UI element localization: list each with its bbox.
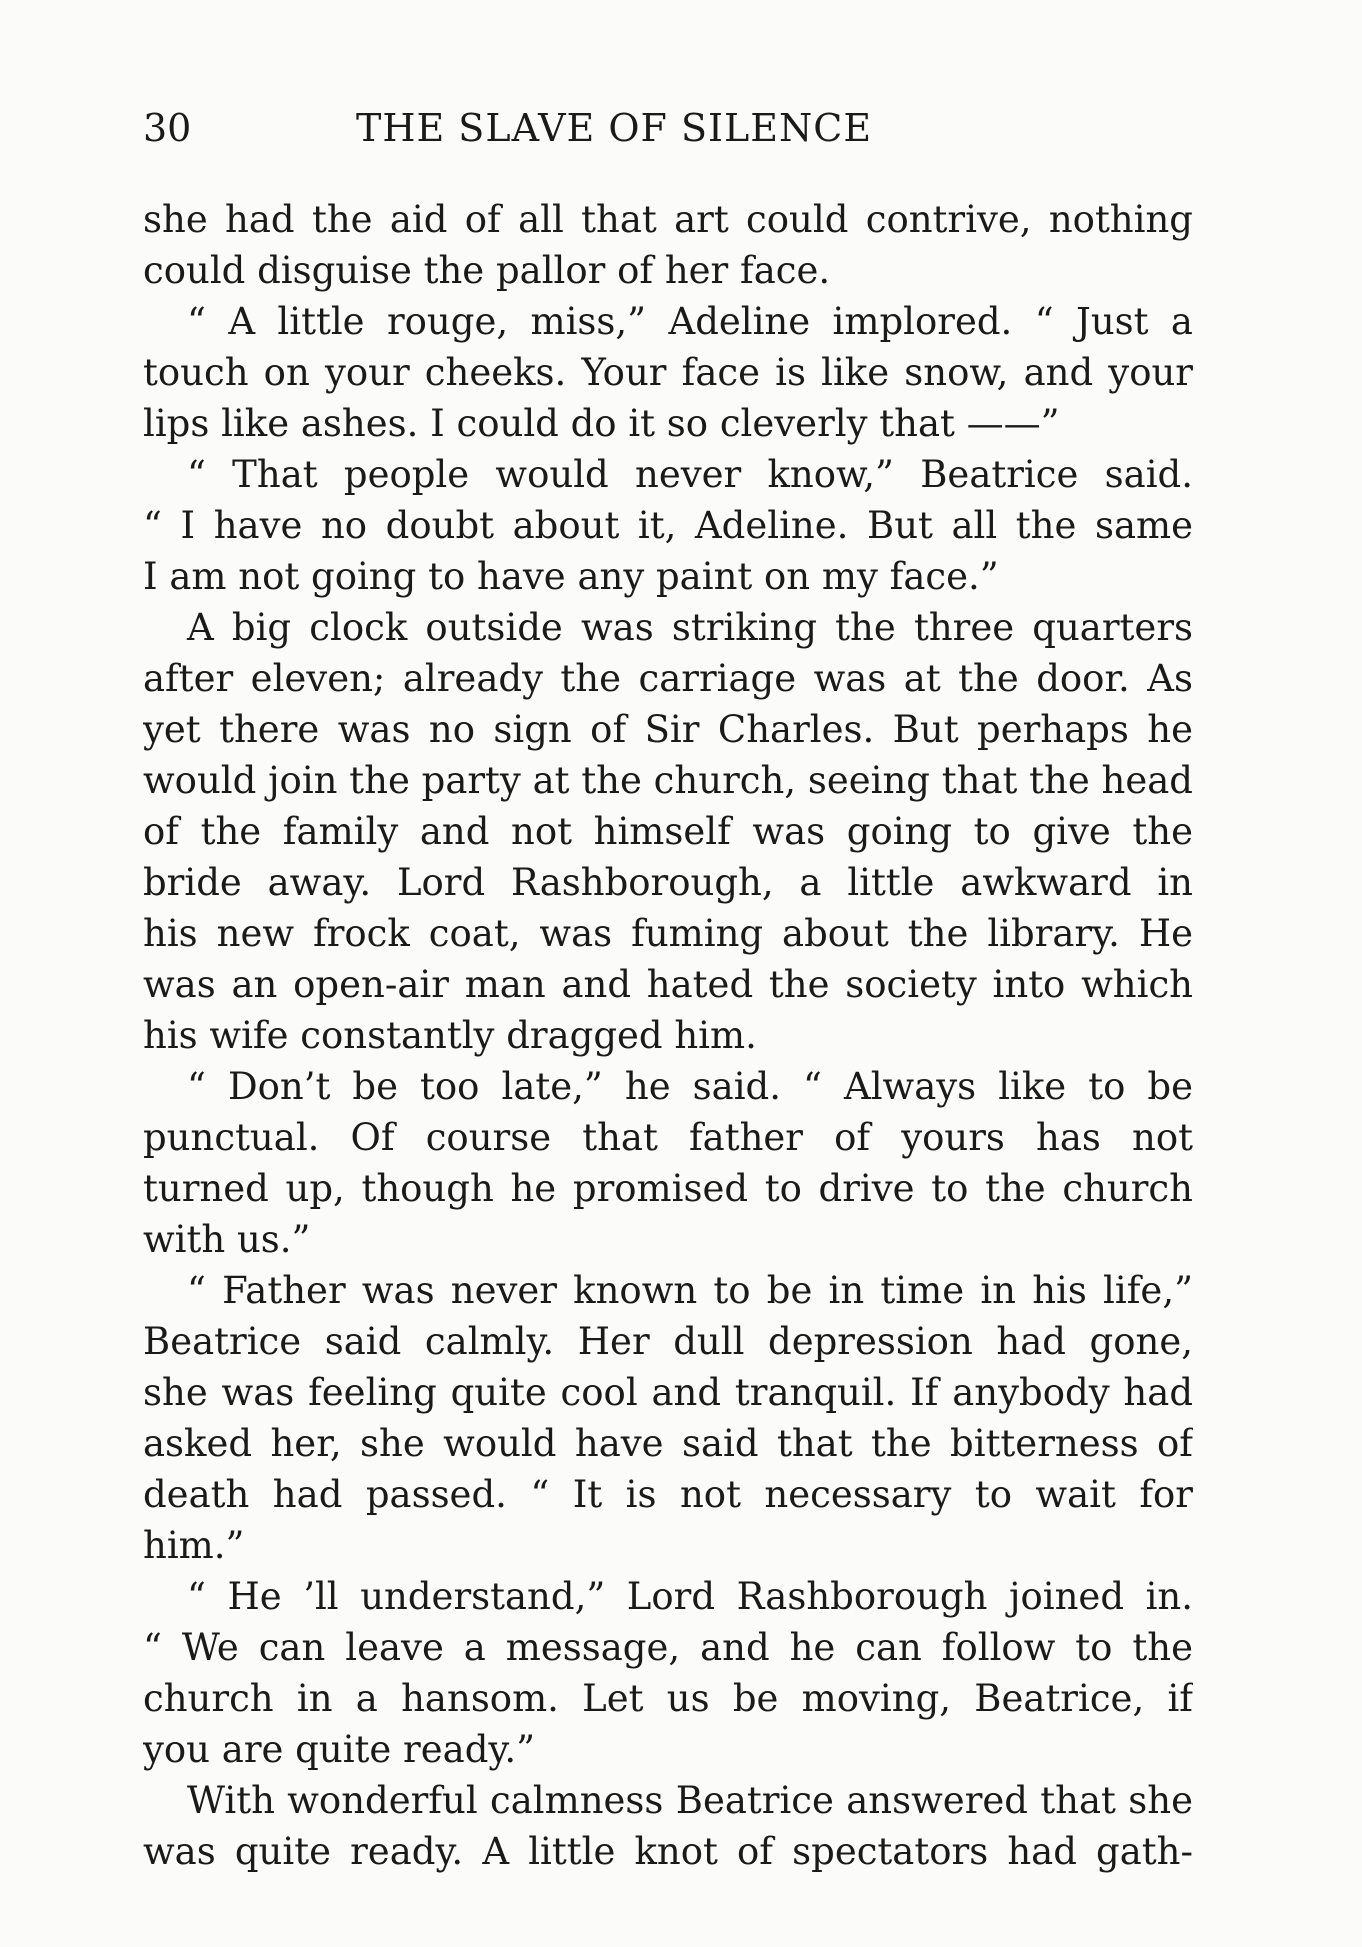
text-line: touch on your cheeks. Your face is like snow, and your xyxy=(143,351,1193,394)
text-line: his wife constantly dragged him. xyxy=(143,1014,757,1057)
text-line: “ We can leave a message, and he can follow to the xyxy=(143,1626,1193,1669)
text-line: you are quite ready.” xyxy=(143,1728,536,1771)
text-line: “ A little rouge, miss,” Adeline implored. “ Just a xyxy=(187,300,1193,343)
text-line: asked her, she would have said that the bitterness of xyxy=(143,1422,1193,1465)
text-line: “ Don’t be too late,” he said. “ Always like to be xyxy=(187,1065,1193,1108)
text-line: death had passed. “ It is not necessary to wait for xyxy=(143,1473,1193,1516)
text-line: was quite ready. A little knot of spectators had gath- xyxy=(143,1830,1193,1873)
text-line: “ Father was never known to be in time in his life,” xyxy=(187,1269,1193,1312)
text-line: with us.” xyxy=(143,1218,311,1261)
text-line: was an open-air man and hated the society into which xyxy=(143,963,1193,1006)
text-line: would join the party at the church, seeing that the head xyxy=(143,759,1193,802)
text-line: could disguise the pallor of her face. xyxy=(143,249,831,292)
text-line: him.” xyxy=(143,1524,245,1567)
text-line: she had the aid of all that art could contrive, nothing xyxy=(143,198,1193,241)
body-text xyxy=(143,194,1193,1877)
text-line: bride away. Lord Rashborough, a little awkward in xyxy=(143,861,1193,904)
text-line: after eleven; already the carriage was at the door. As xyxy=(143,657,1193,700)
text-line: “ I have no doubt about it, Adeline. But all the same xyxy=(143,504,1193,547)
text-line: his new frock coat, was fuming about the library. He xyxy=(143,912,1193,955)
text-line: With wonderful calmness Beatrice answered that she xyxy=(187,1779,1193,1822)
running-title: THE SLAVE OF SILENCE xyxy=(356,106,873,150)
text-line: punctual. Of course that father of yours has not xyxy=(143,1116,1193,1159)
text-line: yet there was no sign of Sir Charles. But perhaps he xyxy=(143,708,1193,751)
text-line: Beatrice said calmly. Her dull depression had gone, xyxy=(143,1320,1193,1363)
text-line: “ That people would never know,” Beatrice said. xyxy=(187,453,1193,496)
text-line: lips like ashes. I could do it so cleverly that ——” xyxy=(143,402,1060,445)
text-line: she was feeling quite cool and tranquil. If anybody had xyxy=(143,1371,1193,1414)
text-line: A big clock outside was striking the three quarters xyxy=(187,606,1193,649)
text-line: church in a hansom. Let us be moving, Beatrice, if xyxy=(143,1677,1193,1720)
page-number: 30 xyxy=(143,106,192,150)
text-line: “ He ’ll understand,” Lord Rashborough joined in. xyxy=(187,1575,1193,1618)
text-line: of the family and not himself was going to give the xyxy=(143,810,1193,853)
text-line: I am not going to have any paint on my face.” xyxy=(143,555,999,598)
page-header xyxy=(143,102,1193,162)
text-line: turned up, though he promised to drive to the church xyxy=(143,1167,1193,1210)
